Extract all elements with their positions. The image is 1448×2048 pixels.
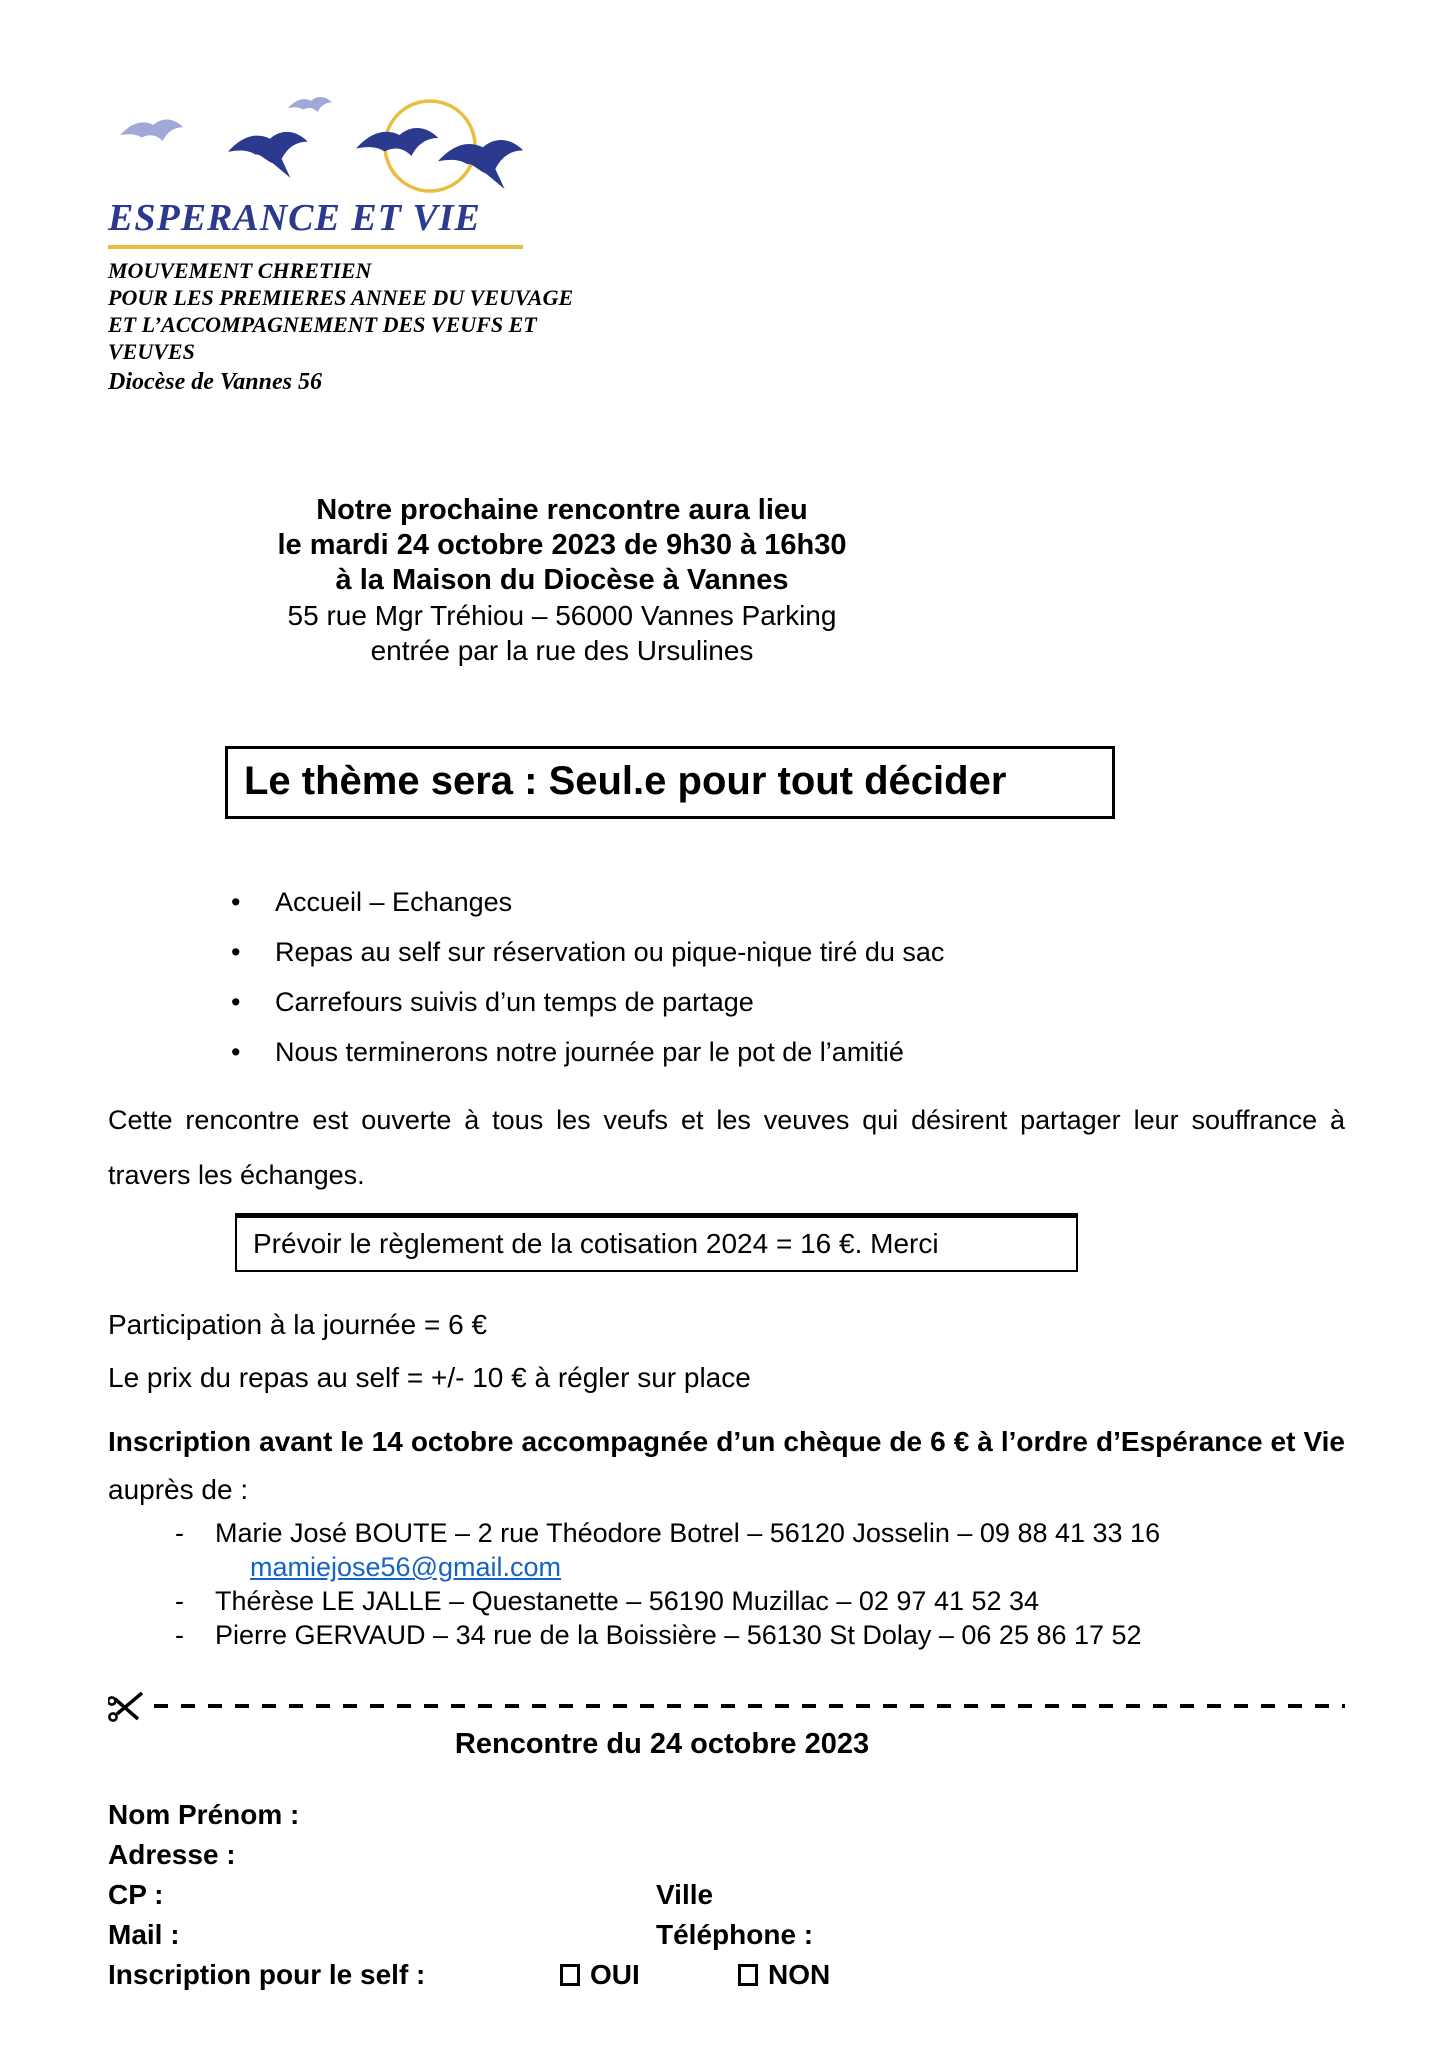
bird-icon [228, 132, 308, 178]
bird-icon [356, 128, 439, 156]
diocese-line: Diocèse de Vannes 56 [108, 369, 322, 395]
agenda-list [108, 877, 1345, 1077]
theme-box [225, 746, 1115, 819]
cotisation-text: Prévoir le règlement de la cotisation 2024 = 16 €. Merci [253, 1228, 939, 1259]
movement-line: POUR LES PREMIERES ANNEE DU VEUVAGE [108, 285, 574, 310]
scissors-icon [108, 1690, 144, 1722]
meeting-line: à la Maison du Diocèse à Vannes [335, 564, 789, 596]
bird-icon [288, 97, 332, 112]
field-label-ville: Ville [656, 1879, 714, 1910]
meeting-announcement [108, 493, 1016, 668]
contact-text: Thérèse LE JALLE – Questanette – 56190 Muzillac – 02 97 41 52 34 [215, 1586, 1040, 1616]
field-label-adresse: Adresse : [108, 1839, 236, 1870]
form-row-mail-telephone [108, 1915, 1345, 1955]
logo-title: ESPERANCE ET VIE [108, 197, 481, 239]
theme-title: Le thème sera : Seul.e pour tout décider [244, 759, 1007, 803]
self-choice-non [738, 1955, 830, 1995]
agenda-item: • Nous terminerons notre journée par le pot de l’amitié [275, 1027, 1345, 1077]
field-label-telephone: Téléphone : [656, 1919, 814, 1950]
registration-intro-normal: auprès de : [108, 1474, 249, 1505]
non-checkbox[interactable] [738, 1964, 758, 1986]
contact-item [108, 1618, 1345, 1652]
field-label-cp: CP : [108, 1879, 164, 1910]
form-row-adresse [108, 1835, 1345, 1875]
intro-paragraph: Cette rencontre est ouverte à tous les veufs et les veuves qui désirent partager leur souffrance à travers les échanges. [108, 1105, 1345, 1190]
non-label: NON [768, 1959, 831, 1990]
dashed-cut-rule [154, 1704, 1345, 1708]
pricing-line: Le prix du repas au self = +/- 10 € à régler sur place [108, 1362, 751, 1393]
form-row-cp-ville [108, 1875, 1345, 1915]
logo-birds-sun-graphic [108, 88, 568, 206]
email-link[interactable]: mamiejose56@gmail.com [250, 1552, 562, 1582]
self-choice-oui [560, 1955, 640, 1995]
cut-section-title: Rencontre du 24 octobre 2023 [454, 1728, 870, 1760]
agenda-item: • Carrefours suivis d’un temps de partage [275, 977, 1345, 1027]
field-label-nom-prenom: Nom Prénom : [108, 1799, 300, 1830]
oui-checkbox[interactable] [560, 1964, 580, 1986]
registration-form [108, 1795, 1345, 1995]
agenda-item: • Repas au self sur réservation ou pique-nique tiré du sac [275, 927, 1345, 977]
field-label-mail: Mail : [108, 1919, 180, 1950]
bird-icon [120, 120, 183, 141]
meeting-line: le mardi 24 octobre 2023 de 9h30 à 16h30 [277, 529, 847, 561]
registration-intro-bold: Inscription avant le 14 octobre accompagnée d’un chèque de 6 € à l’ordre d’Espérance et Vie [108, 1426, 1345, 1457]
oui-label: OUI [590, 1959, 640, 1990]
registration-section [108, 1418, 1345, 1652]
meeting-address-line: 55 rue Mgr Tréhiou – 56000 Vannes Parking [287, 600, 837, 631]
pricing-line: Participation à la journée = 6 € [108, 1309, 488, 1340]
form-row-self [108, 1955, 1345, 1995]
cut-line [108, 1690, 1345, 1722]
meeting-line: Notre prochaine rencontre aura lieu [316, 494, 808, 526]
logo-underline [108, 196, 523, 249]
field-label-self: Inscription pour le self : [108, 1959, 426, 1990]
movement-line: ET L’ACCOMPAGNEMENT DES VEUFS ET VEUVES [108, 312, 537, 364]
agenda-item: • Accueil – Echanges [275, 877, 1345, 927]
logo [108, 88, 578, 397]
registration-intro [108, 1418, 1345, 1514]
cotisation-box [235, 1213, 1078, 1272]
contact-text: Pierre GERVAUD – 34 rue de la Boissière – 56130 St Dolay – 06 25 86 17 52 [215, 1620, 1142, 1650]
contact-item [108, 1516, 1345, 1584]
contact-item [108, 1584, 1345, 1618]
logo-subtitle [108, 257, 578, 397]
movement-line: MOUVEMENT CHRETIEN [108, 258, 372, 283]
form-row-nom [108, 1795, 1345, 1835]
contact-list [108, 1516, 1345, 1652]
bird-icon [438, 140, 523, 189]
meeting-address-line: entrée par la rue des Ursulines [370, 635, 754, 666]
contact-email-line [215, 1550, 1345, 1584]
pricing [108, 1298, 1345, 1404]
contact-text: Marie José BOUTE – 2 rue Théodore Botrel – 56120 Josselin – 09 88 41 33 16 [215, 1518, 1161, 1548]
